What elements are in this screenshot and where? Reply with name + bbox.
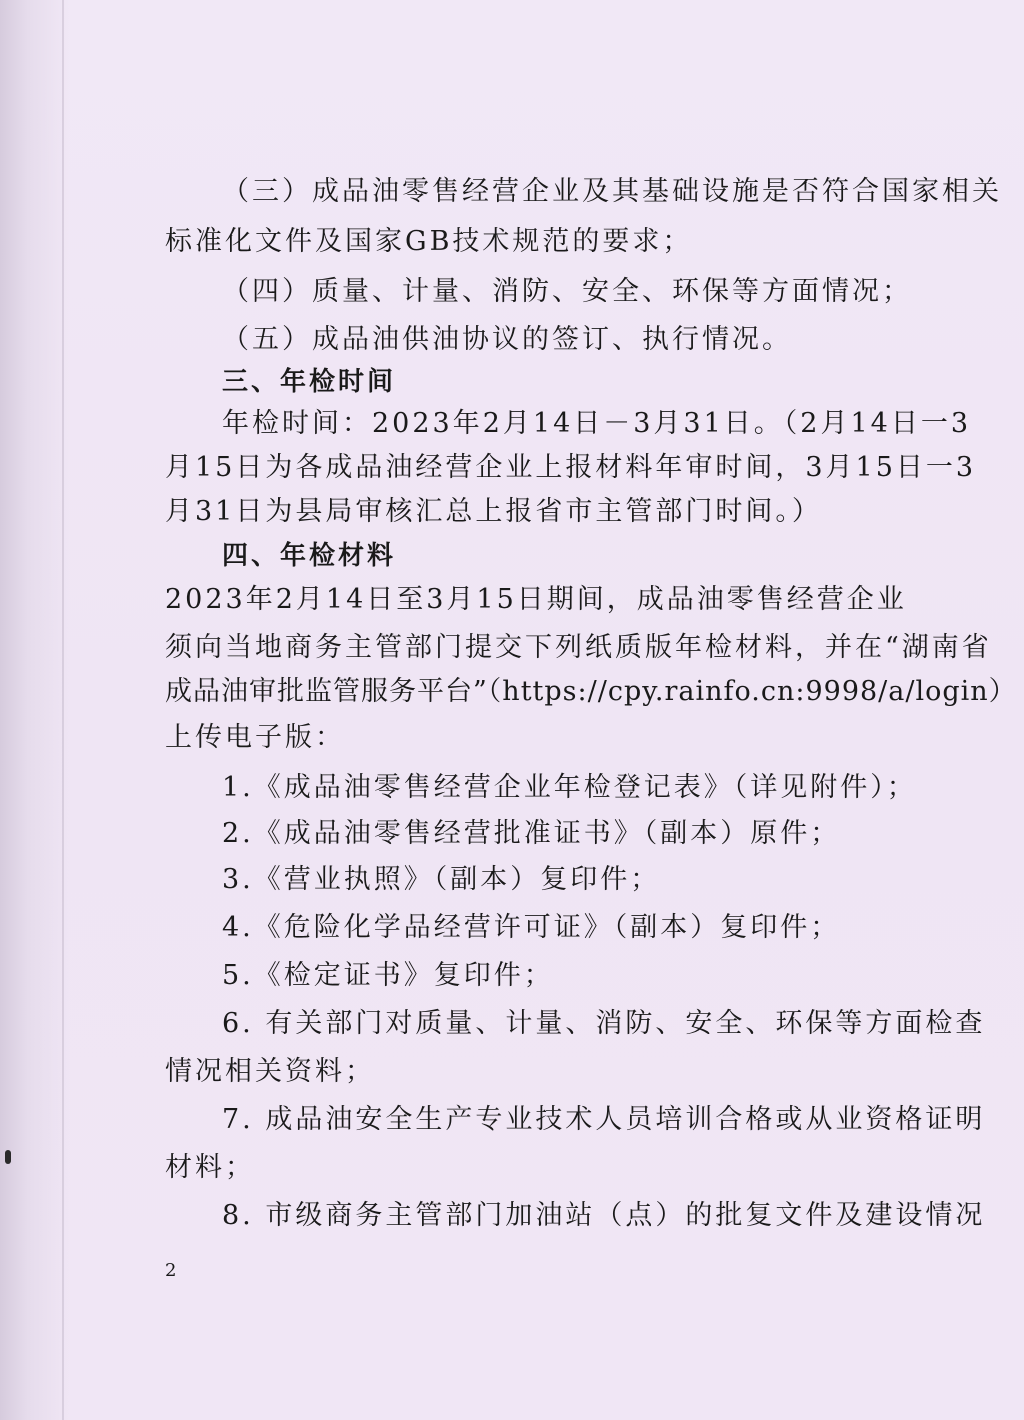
section-heading: 四、年检材料 [222,541,397,571]
binding-shadow [0,0,70,1420]
text-line: （五）成品油供油协议的签订、执行情况。 [222,324,792,355]
binding-line [62,0,64,1420]
list-item: 1.《成品油零售经营企业年检登记表》（详见附件）； [222,772,917,803]
text-line: 成品油审批监管服务平台”（https://cpy.rainfo.cn:9998/a/login） [165,676,1017,707]
text-line: 月15日为各成品油经营企业上报材料年审时间，3月15日一3 [165,452,977,483]
list-item: 5.《检定证书》复印件； [222,960,554,991]
text-line: （四）质量、计量、消防、安全、环保等方面情况； [222,276,912,307]
list-item: 3.《营业执照》（副本）复印件； [222,864,661,895]
list-item: 8. 市级商务主管部门加油站（点）的批复文件及建设情况 [222,1200,986,1231]
page-number: 2 [165,1260,177,1281]
section-heading: 三、年检时间 [222,367,397,397]
list-item: 4.《危险化学品经营许可证》（副本）复印件； [222,912,841,943]
list-item: 2.《成品油零售经营批准证书》（副本）原件； [222,818,841,849]
text-line: 2023年2月14日至3月15日期间，成品油零售经营企业 [165,584,907,615]
list-item: 6. 有关部门对质量、计量、消防、安全、环保等方面检查 [222,1008,986,1039]
text-line: 标准化文件及国家GB技术规范的要求； [165,226,693,257]
text-line: 情况相关资料； [165,1056,375,1087]
text-line: 年检时间：2023年2月14日－3月31日。（2月14日一3 [222,408,971,439]
list-item: 7. 成品油安全生产专业技术人员培训合格或从业资格证明 [222,1104,986,1135]
text-line: （三）成品油零售经营企业及其基础设施是否符合国家相关 [222,176,1002,207]
text-line: 材料； [165,1152,255,1183]
text-line: 须向当地商务主管部门提交下列纸质版年检材料，并在“湖南省 [165,632,992,663]
punch-hole [5,1150,11,1164]
text-line: 月31日为县局审核汇总上报省市主管部门时间。） [165,496,822,527]
text-line: 上传电子版： [165,722,345,753]
